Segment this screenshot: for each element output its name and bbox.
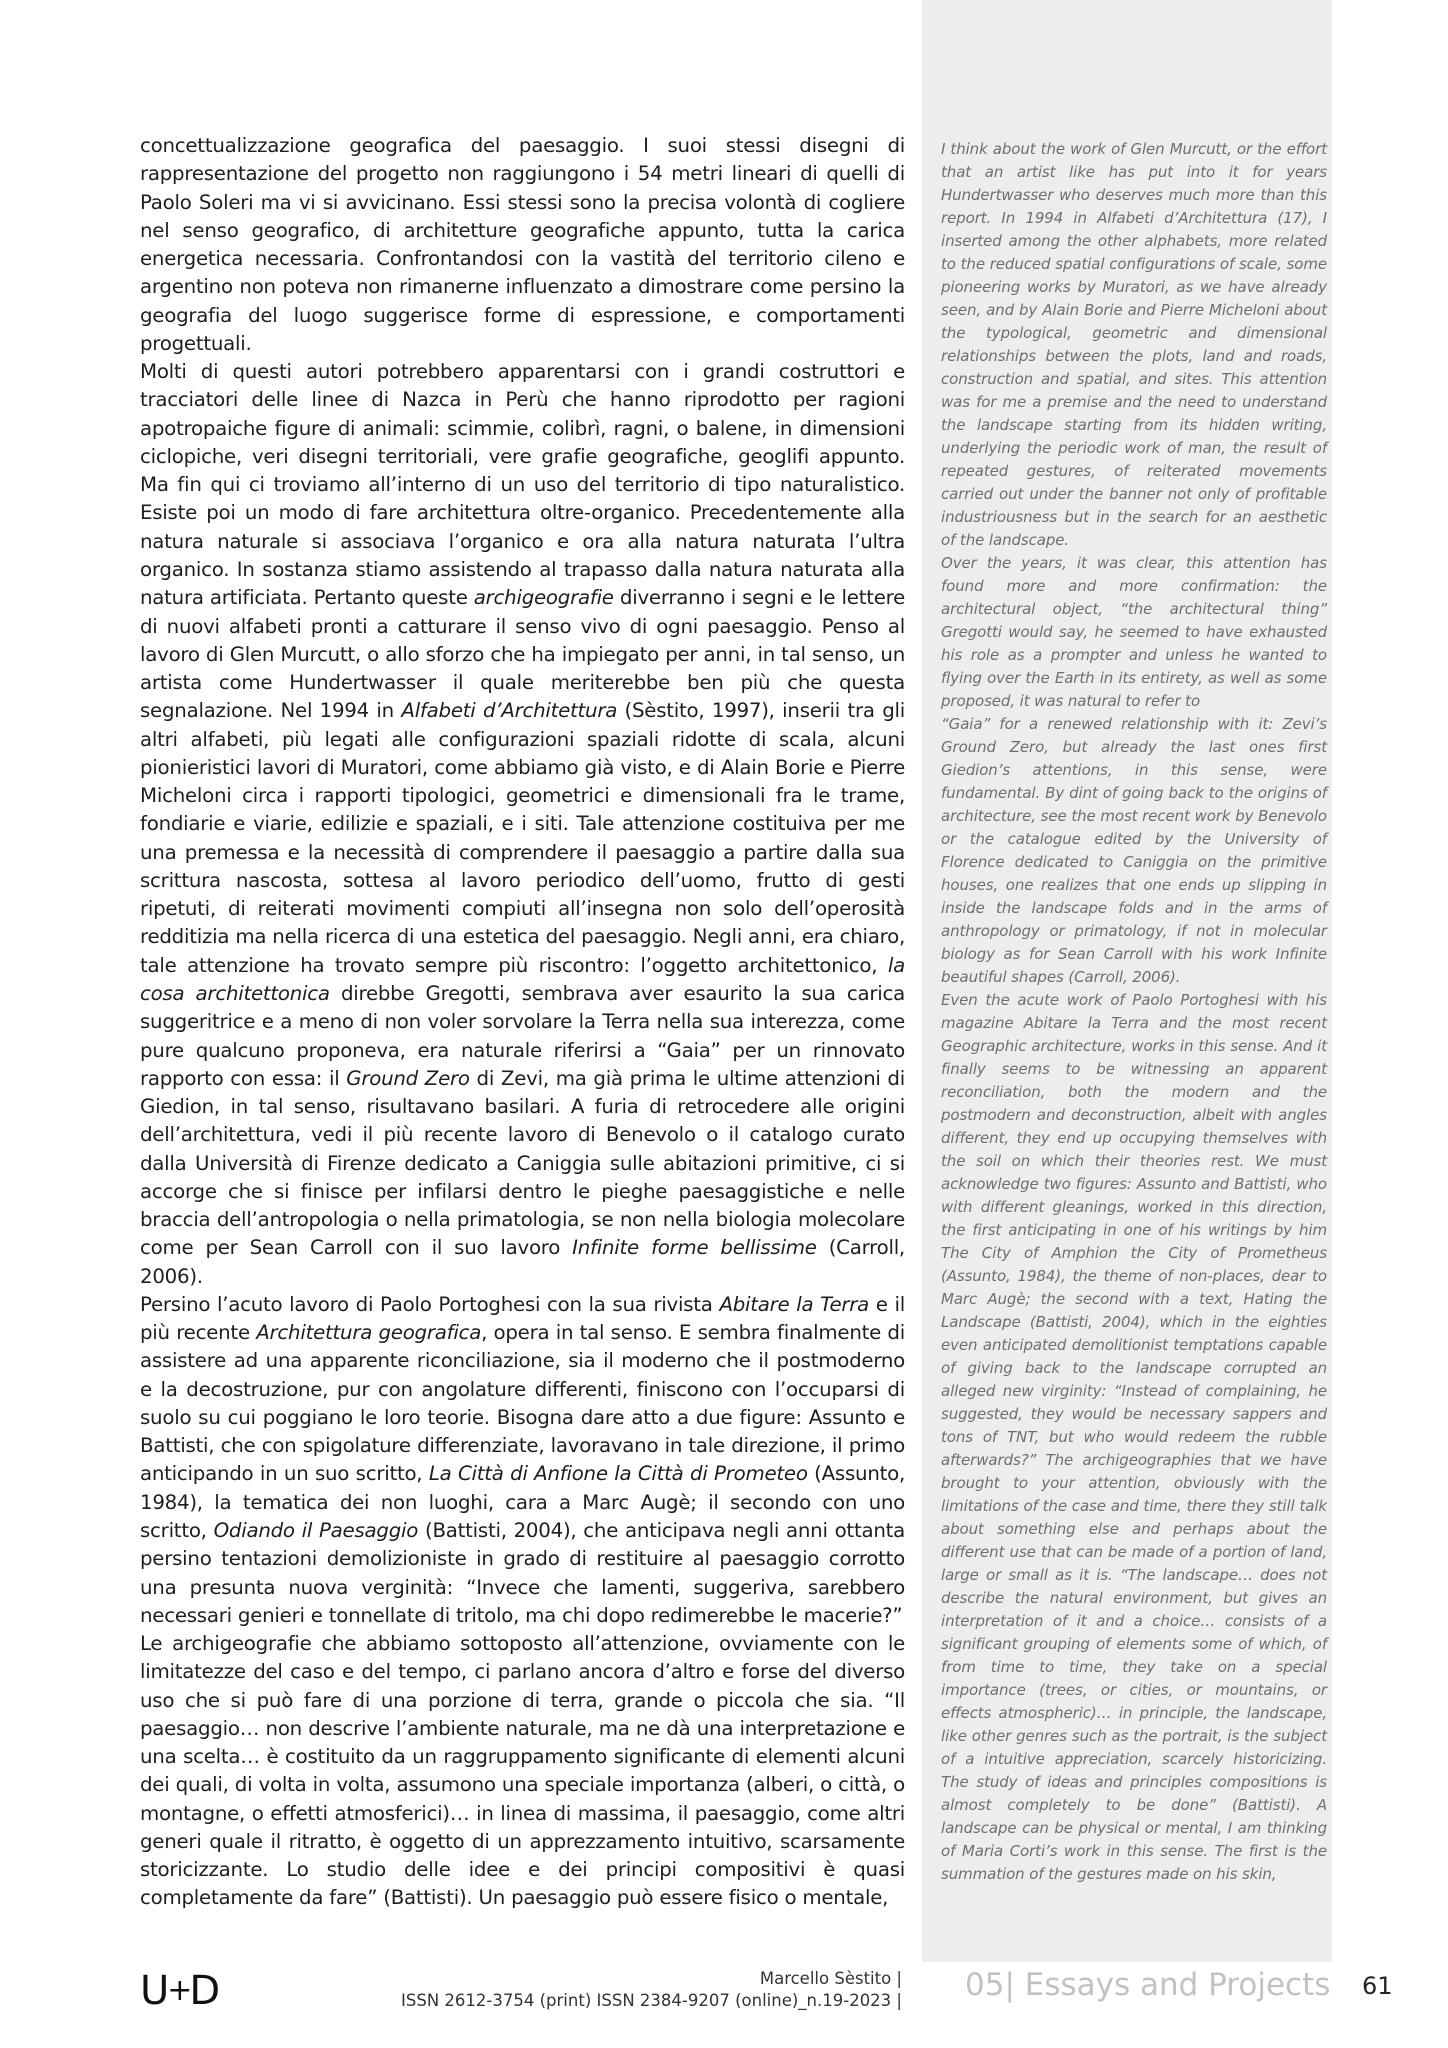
text-run: Le archigeografie che abbiamo sottoposto all’attenzione, ovviamente con le limitatezze del caso e del tempo, ci parlano ancora d’altro e forse del diverso uso che si può fare di una porzione di terra, grande o piccola che sia. “Il paesaggio… non descrive l’ambiente naturale, ma ne dà una interpretazione e una scelta… è costituito da un raggruppamento significante di elementi alcuni dei quali, di volta in volta, assumono una speciale importanza (alberi, o città, o montagne, o effetti atmosferici)… in linea di massima, il paesaggio, come altri generi quale il ritratto, è oggetto di un apprezzamento intuitivo, scarsamente storicizzante. Lo studio delle idee e dei principi compositivi è quasi completamente da fare” (Battisti). Un paesaggio può essere fisico o mentale,	[140, 1632, 905, 1910]
italic-title-run: archigeografie	[473, 586, 614, 610]
text-run: , opera in tal senso. E sembra finalmente di assistere ad una apparente riconciliazione, sia il moderno che il postmoderno e la decostruzione, pur con angolature differenti, finiscono con l’occuparsi di suolo su cui poggiano le loro teorie. Bisogna dare atto a due figure: Assunto e Battisti, che con spigolature differenziate, lavoravano in tale direzione, il primo anticipando in un suo scritto,	[140, 1321, 905, 1486]
section-label: 05| Essays and Projects	[965, 1967, 1331, 2003]
text-run: (Carroll, 2006).	[140, 1236, 905, 1288]
italic-title-run: Odiando il Paesaggio	[213, 1519, 419, 1543]
italic-title-run: Abitare la Terra	[719, 1292, 870, 1316]
text-run: diverranno i segni e le lettere di nuovi alfabeti pronti a catturare il senso vivo di ogni paesaggio. Penso al lavoro di Glen Murcutt, o allo sforzo che ha impiegato per anni, in tal senso, un artista come Hundertwasser il quale meriterebbe ben più che questa segnalazione. Nel 1994 in	[140, 586, 905, 723]
text-run: Persino l’acuto lavoro di Paolo Portoghesi con la sua rivista	[140, 1292, 720, 1316]
translation-paragraph: Over the years, it was clear, this attention has found more and more confirmation: the architectural object, “the architectural thing” Gregotti would say, he seemed to have exhausted his role as a prompter and unless he wanted to flying over the Earth in its entirety, as well as some proposed, it was natural to refer to	[941, 554, 1327, 710]
body-paragraph	[140, 1630, 905, 1913]
translation-paragraph: “Gaia” for a renewed relationship with it: Zevi’s Ground Zero, but already the last ones first Giedion’s attentions, in this sense, were fundamental. By dint of going back to the origins of architecture, see the most recent work by Benevolo or the catalogue edited by the University of Florence dedicated to Caniggia on the primitive houses, one realizes that one ends up slipping in inside the landscape folds and in the arms of anthropology or primatology, if not in molecular biology as for Sean Carroll with his work Infinite beautiful shapes (Carroll, 2006).	[941, 715, 1327, 986]
translation-paragraph: Even the acute work of Paolo Portoghesi with his magazine Abitare la Terra and the most recent Geographic architecture, works in this sense. And it finally seems to be witnessing an apparent reconciliation, both the modern and the postmodern and deconstruction, albeit with angles different, they end up occupying themselves with the soil on which their theories rest. We must acknowledge two figures: Assunto and Battisti, who with different gleanings, worked in this direction, the first anticipating in one of his writings by him The City of Amphion the City of Prometheus (Assunto, 1984), the theme of non-places, dear to Marc Augè; the second with a text, Hating the Landscape (Battisti, 2004), which in the eighties even anticipated demolitionist temptations capable of giving back to the landscape corrupted an alleged new virginity: “Instead of complaining, he suggested, they would be necessary sappers and tons of TNT, but who would redeem the rubble afterwards?” The archigeographies that we have brought to your attention, obviously with the limitations of the case and time, there they still talk about something else and perhaps about the different use that can be made of a portion of land, large or small as it is. “The landscape… does not describe the natural environment, but gives an interpretation of it and a choice… consists of a significant grouping of elements some of which, of from time to time, they take on a special importance (trees, or cities, or mountains, or effects atmospheric)… in principle, the landscape, like other genres such as the portrait, is the subject of a intuitive appreciation, scarcely historicizing. The study of ideas and principles compositions is almost completely to be done” (Battisti). A landscape can be physical or mental, I am thinking of Maria Corti’s work in this sense. The first is the summation of the gestures made on his skin,	[941, 991, 1327, 1883]
translation-paragraph: I think about the work of Glen Murcutt, or the effort that an artist like has put into it for years Hundertwasser who deserves much more than this report. In 1994 in Alfabeti d’Architettura (17), I inserted among the other alphabets, more related to the reduced spatial configurations of scale, some pioneering works by Muratori, as we have already seen, and by Alain Borie and Pierre Micheloni about the typological, geometric and dimensional relationships between the plots, land and roads, construction and spatial, and sites. This attention was for me a premise and the need to understand the landscape starting from its hidden writing, underlying the periodic work of man, the result of repeated gestures, of reiterated movements carried out under the banner not only of profitable industriousness but in the search for an aesthetic of the landscape.	[941, 140, 1327, 549]
text-run: e il più recente	[140, 1292, 905, 1345]
text-run: (Battisti, 2004), che anticipava negli anni ottanta persino tentazioni demolizioniste in grado di restituire al paesaggio corrotto una presunta nuova verginità: “Invece che lamenti, suggeriva, sarebbero necessari genieri e tonnellate di tritolo, ma chi dopo redimerebbe le macerie?”	[140, 1519, 905, 1627]
text-run: concettualizzazione geografica del paesaggio. I suoi stessi disegni di rappresentazione del progetto non raggiungono i 54 metri lineari di quelli di Paolo Soleri ma vi si avvicinano. Essi stessi sono la precisa volontà di cogliere nel senso geografico, di architetture geografiche appunto, tutta la carica energetica necessaria. Confrontandosi con la vastità del territorio cileno e argentino non poteva non rimanerne influenzato a dimostrare come persino la geografia del luogo suggerisce forme di espressione, e comportamenti progettuali.	[140, 134, 905, 355]
italic-title-run: Ground Zero	[346, 1066, 470, 1090]
text-run: Molti di questi autori potrebbero apparentarsi con i grandi costruttori e tracciatori delle linee di Nazca in Perù che hanno riprodotto per ragioni apotropaiche figure di animali: scimmie, colibrì, ragni, o balene, in dimensioni ciclopiche, veri disegni territoriali, vere grafie geografiche, geoglifi appunto. Ma fin qui ci troviamo all’interno di un uso del territorio di tipo naturalistico. Esiste poi un modo di fare architettura oltre-organico. Precedentemente alla natura naturale si associava l’organico e ora alla natura naturata l’ultra organico. In sostanza stiamo assistendo al trapasso dalla natura naturata alla natura artificiata. Pertanto queste	[140, 360, 905, 610]
journal-logo: U+D	[140, 1968, 219, 2014]
body-paragraph	[140, 132, 905, 358]
text-run: (Assunto, 1984), la tematica dei non luoghi, cara a Marc Augè; il secondo con uno scritto,	[140, 1462, 906, 1543]
italic-title-run: La Città di Anfione la Città di Prometeo	[428, 1462, 808, 1486]
italic-title-run: Infinite forme bellissime	[572, 1236, 817, 1260]
text-run: di Zevi, ma già prima le ultime attenzioni di Giedion, in tal senso, risultavano basilari. A furia di retrocedere alle origini dell’architettura, vedi il più recente lavoro di Benevolo o il catalogo curato dalla Università di Firenze dedicato a Caniggia sulle abitazioni primitive, ci si accorge che si finisce per infilarsi dentro le pieghe paesaggistiche e nelle braccia dell’antropologia o nella primatologia, se non nella biologia molecolare come per Sean Carroll con il suo lavoro	[140, 1066, 905, 1260]
footer-issn: ISSN 2612-3754 (print) ISSN 2384-9207 (online)_n.19-2023 |	[401, 1991, 902, 2010]
main-body-column	[140, 132, 905, 1913]
page-number: 61	[1362, 1972, 1393, 2000]
text-run: (Sèstito, 1997), inserii tra gli altri alfabeti, più legati alle configurazioni spaziali ridotte di scala, alcuni pionieristici lavori di Muratori, come abbiamo già visto, e di Alain Borie e Pierre Micheloni circa i rapporti tipologici, geometrici e dimensionali fra le trame, fondiarie e viarie, edilizie e spaziali, e i siti. Tale attenzione costituiva per me una premessa e la necessità di comprendere il paesaggio a partire dalla sua scrittura nascosta, sottesa al lavoro periodico dell’uomo, frutto di gesti ripetuti, di reiterati movimenti compiuti all’insegna non solo dell’operosità redditizia ma nella ricerca di una estetica del paesaggio. Negli anni, era chiaro, tale attenzione ha trovato sempre più riscontro: l’oggetto architettonico,	[140, 699, 905, 977]
text-run: direbbe Gregotti, sembrava aver esaurito la sua carica suggeritrice e a meno di non voler sorvolare la Terra nella sua interezza, come pure qualcuno proponeva, era naturale riferirsi a “Gaia” per un rinnovato rapporto con essa: il	[140, 981, 905, 1090]
footer-author: Marcello Sèstito |	[759, 1969, 902, 1988]
italic-title-run: Architettura geografica	[256, 1321, 482, 1345]
english-translation-column	[941, 138, 1327, 1886]
footer-credit	[342, 1968, 902, 2012]
body-paragraph	[140, 1291, 905, 1630]
body-paragraph	[140, 358, 905, 1291]
italic-title-run: la cosa architettonica	[140, 953, 905, 1005]
italic-title-run: Alfabeti d’Architettura	[401, 699, 618, 723]
